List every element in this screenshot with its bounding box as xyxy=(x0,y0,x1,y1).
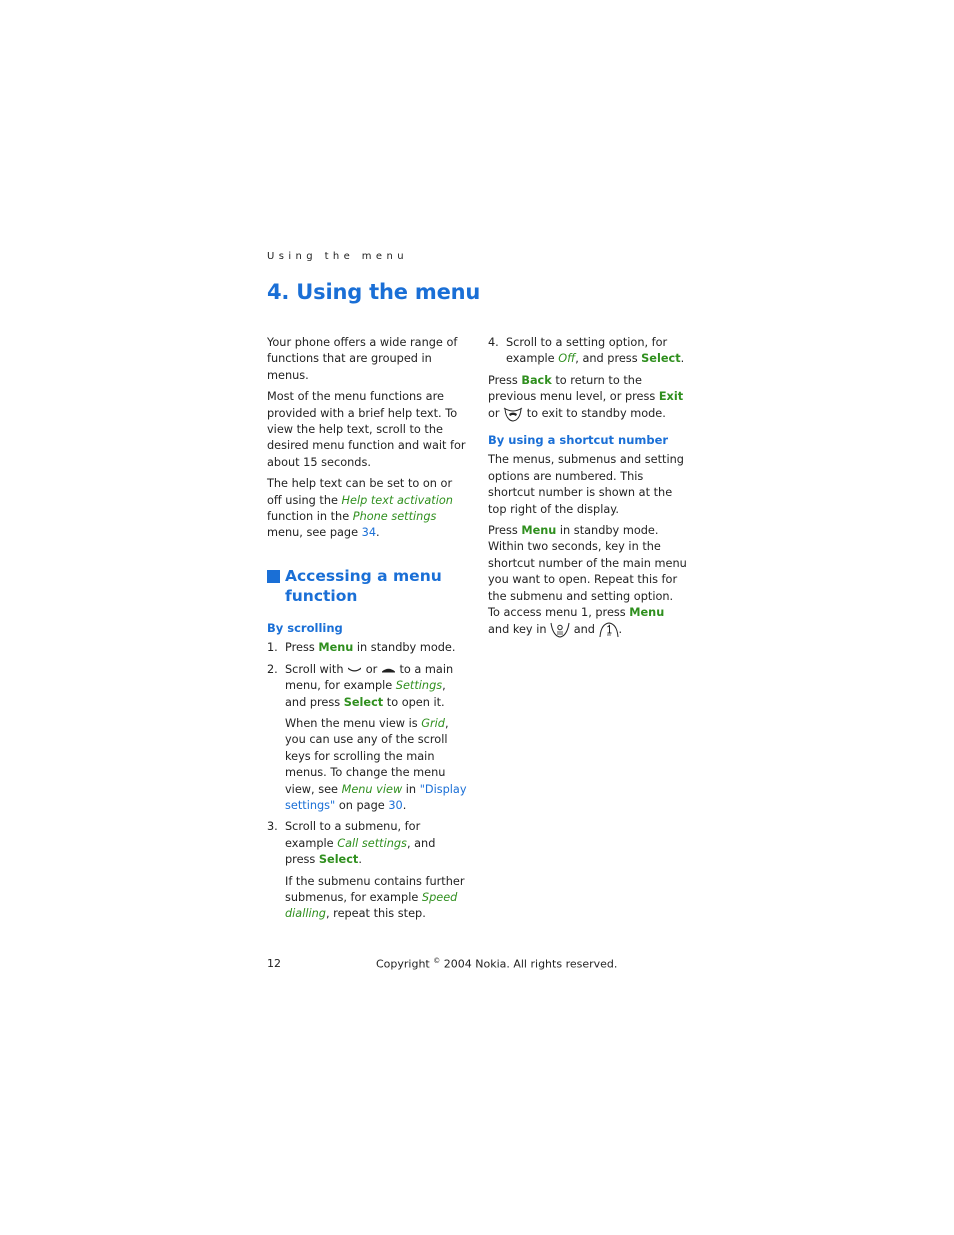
softkey-select: Select xyxy=(343,695,384,709)
section-title: Accessing a menu function xyxy=(267,566,467,606)
scroll-down-key-icon xyxy=(347,666,362,673)
softkey-menu: Menu xyxy=(629,606,665,620)
copyright-notice: Copyright © 2004 Nokia. All rights reserved. xyxy=(376,957,618,971)
softkey-select: Select xyxy=(318,853,359,867)
subheading-by-shortcut: By using a shortcut number xyxy=(488,433,669,448)
shortcut-paragraph-1: The menus, submenus and setting options are numbered. This shortcut number is shown at the top right of the display. xyxy=(488,453,684,516)
back-exit-paragraph: Press Back to return to the previous menu level, or press Exit or to exit to standby mode. xyxy=(488,373,684,420)
step-1: 1. Press Menu in standby mode. xyxy=(267,641,456,655)
term-call-settings: Call settings xyxy=(337,836,407,850)
softkey-select: Select xyxy=(641,352,681,366)
intro-paragraph-3: The help text can be set to on or off using the Help text activation function in the Phone settings menu, see page 34. xyxy=(267,477,453,540)
section-bullet-icon xyxy=(267,570,280,583)
step-3-note: If the submenu contains further submenus, for example Speed dialling, repeat this step. xyxy=(285,874,465,921)
step-2-note: When the menu view is Grid, you can use any of the scroll keys for scrolling the main menus. To change the menu view, see Menu view in "Display settings" on page 30. xyxy=(285,716,467,812)
link-display-settings[interactable]: "Display settings" xyxy=(285,782,467,812)
key-0-icon xyxy=(550,622,570,638)
step-3: 3. Scroll to a submenu, for example Call settings, and press Select. If the submenu contains further submenus, for example Speed dialling, repeat this step. xyxy=(267,819,467,922)
term-phone-settings: Phone settings xyxy=(352,510,437,524)
intro-paragraph-2: Most of the menu functions are provided with a brief help text. To view the help text, scroll to the desired menu function and wait for about 15 seconds. xyxy=(267,390,466,469)
shortcut-paragraph-2: Press Menu in standby mode. Within two seconds, key in the shortcut number of the main menu you want to open. Repeat this for the submenu and setting option. To access menu 1, press Menu and key in and . xyxy=(488,524,687,636)
softkey-menu: Menu xyxy=(521,524,557,538)
softkey-exit: Exit xyxy=(658,390,684,404)
step-2: 2. Scroll with or to a main menu, for example Settings, and press Select to open it. When the menu view is Grid, you can use any of the scroll keys for scrolling the main menus. To change the menu view, see Menu view in "Display settings" on page 30. xyxy=(267,662,467,815)
page-link-30[interactable]: 30 xyxy=(388,798,403,812)
scroll-up-key-icon xyxy=(381,666,396,673)
end-call-key-icon xyxy=(503,406,523,422)
step-4: 4. Scroll to a setting option, for example Off, and press Select. xyxy=(488,336,685,366)
term-off: Off xyxy=(558,352,576,366)
subheading-by-scrolling: By scrolling xyxy=(267,620,343,635)
page-number: 12 xyxy=(267,957,281,970)
term-grid: Grid xyxy=(421,716,445,730)
term-help-text-activation: Help text activation xyxy=(341,493,453,507)
softkey-back: Back xyxy=(521,373,552,387)
key-1-icon xyxy=(599,622,619,638)
left-column xyxy=(267,335,467,928)
running-header: Using the menu xyxy=(267,251,408,262)
intro-paragraph-1: Your phone offers a wide range of functions that are grouped in menus. xyxy=(267,336,458,382)
chapter-title: 4. Using the menu xyxy=(267,280,481,304)
term-menu-view: Menu view xyxy=(341,782,403,796)
term-settings: Settings xyxy=(395,679,443,693)
page-link-34[interactable]: 34 xyxy=(361,526,377,540)
right-column xyxy=(488,335,688,643)
softkey-menu: Menu xyxy=(318,641,354,655)
term-speed-dialling: Speed dialling xyxy=(285,890,458,921)
